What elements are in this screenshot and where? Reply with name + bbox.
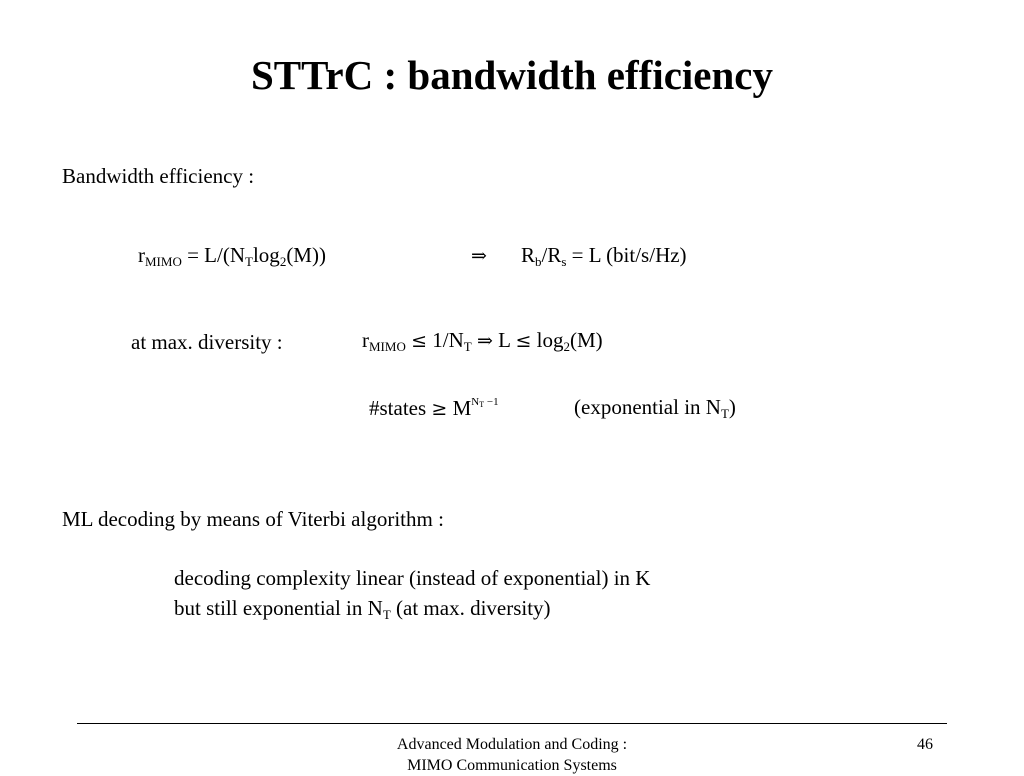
max-subscript-2: 2 (563, 339, 570, 354)
footer-course-line2: MIMO Communication Systems (407, 757, 617, 774)
bit-rate-equation (521, 242, 687, 268)
footer-course-line1: Advanced Modulation and Coding : (396, 736, 628, 753)
rate-expression-part2: log (252, 243, 280, 267)
ml-decoding-line2 (174, 595, 551, 621)
rate-subscript-t: T (245, 254, 253, 269)
ml-decoding-line2-subscript-t: T (382, 607, 391, 622)
ml-decoding-heading: ML decoding by means of Viterbi algorithm : (62, 507, 444, 531)
max-implies-symbol: ⇒ (476, 330, 493, 352)
ml-decoding-line2-part2: (at max. diversity) (390, 596, 551, 620)
states-label: #states (369, 396, 432, 420)
implies-symbol: ⇒ (471, 245, 487, 267)
geq-symbol: ≥ (431, 398, 448, 420)
leq-symbol: ≤ (411, 330, 428, 352)
ml-decoding-line2-part1: but still exponential in N (174, 596, 383, 620)
states-equation (369, 395, 499, 422)
max-diversity-equation (362, 327, 603, 354)
rate-symbol: r (138, 243, 145, 267)
max-expression-part2: L (492, 328, 516, 352)
rate-equation (138, 242, 326, 268)
states-exponent-n: N (471, 396, 480, 408)
states-exponent-rest: −1 (484, 396, 499, 408)
rate-expression-part1: = L/(N (181, 243, 246, 267)
states-base: M (447, 396, 472, 420)
bit-rate-subscript-s: s (561, 254, 567, 269)
ml-decoding-line1: decoding complexity linear (instead of exponential) in K (174, 566, 651, 590)
rate-subscript: MIMO (145, 254, 182, 269)
states-note-part2: ) (728, 395, 736, 419)
bit-rate-subscript-b: b (535, 254, 542, 269)
footer-page-number: 46 (917, 736, 933, 753)
slide-title: STTrC : bandwidth efficiency (250, 52, 773, 98)
rate-subscript-2: 2 (279, 254, 287, 269)
rate-expression-part3: (M)) (286, 243, 326, 267)
bit-rate-slash: /R (541, 243, 562, 267)
states-note-part1: (exponential in N (574, 395, 721, 419)
max-diversity-label: at max. diversity : (131, 330, 283, 354)
max-rate-symbol: r (362, 328, 369, 352)
states-exponent-subscript-t: T (479, 400, 485, 409)
bandwidth-heading: Bandwidth efficiency : (62, 164, 255, 188)
states-note (574, 394, 736, 420)
max-subscript-t: T (463, 339, 472, 354)
states-exponent (471, 396, 498, 408)
footer-divider (77, 723, 947, 724)
max-expression-part1: 1/N (427, 328, 464, 352)
states-note-subscript-t: T (720, 406, 729, 421)
bit-rate-symbol: R (521, 243, 536, 267)
leq-symbol-2: ≤ (515, 330, 532, 352)
max-rate-subscript: MIMO (369, 339, 406, 354)
max-expression-part4: (M) (569, 328, 603, 352)
footer-course-title (312, 734, 712, 776)
max-expression-part3: log (531, 328, 564, 352)
bit-rate-rest: = L (bit/s/Hz) (566, 243, 687, 267)
